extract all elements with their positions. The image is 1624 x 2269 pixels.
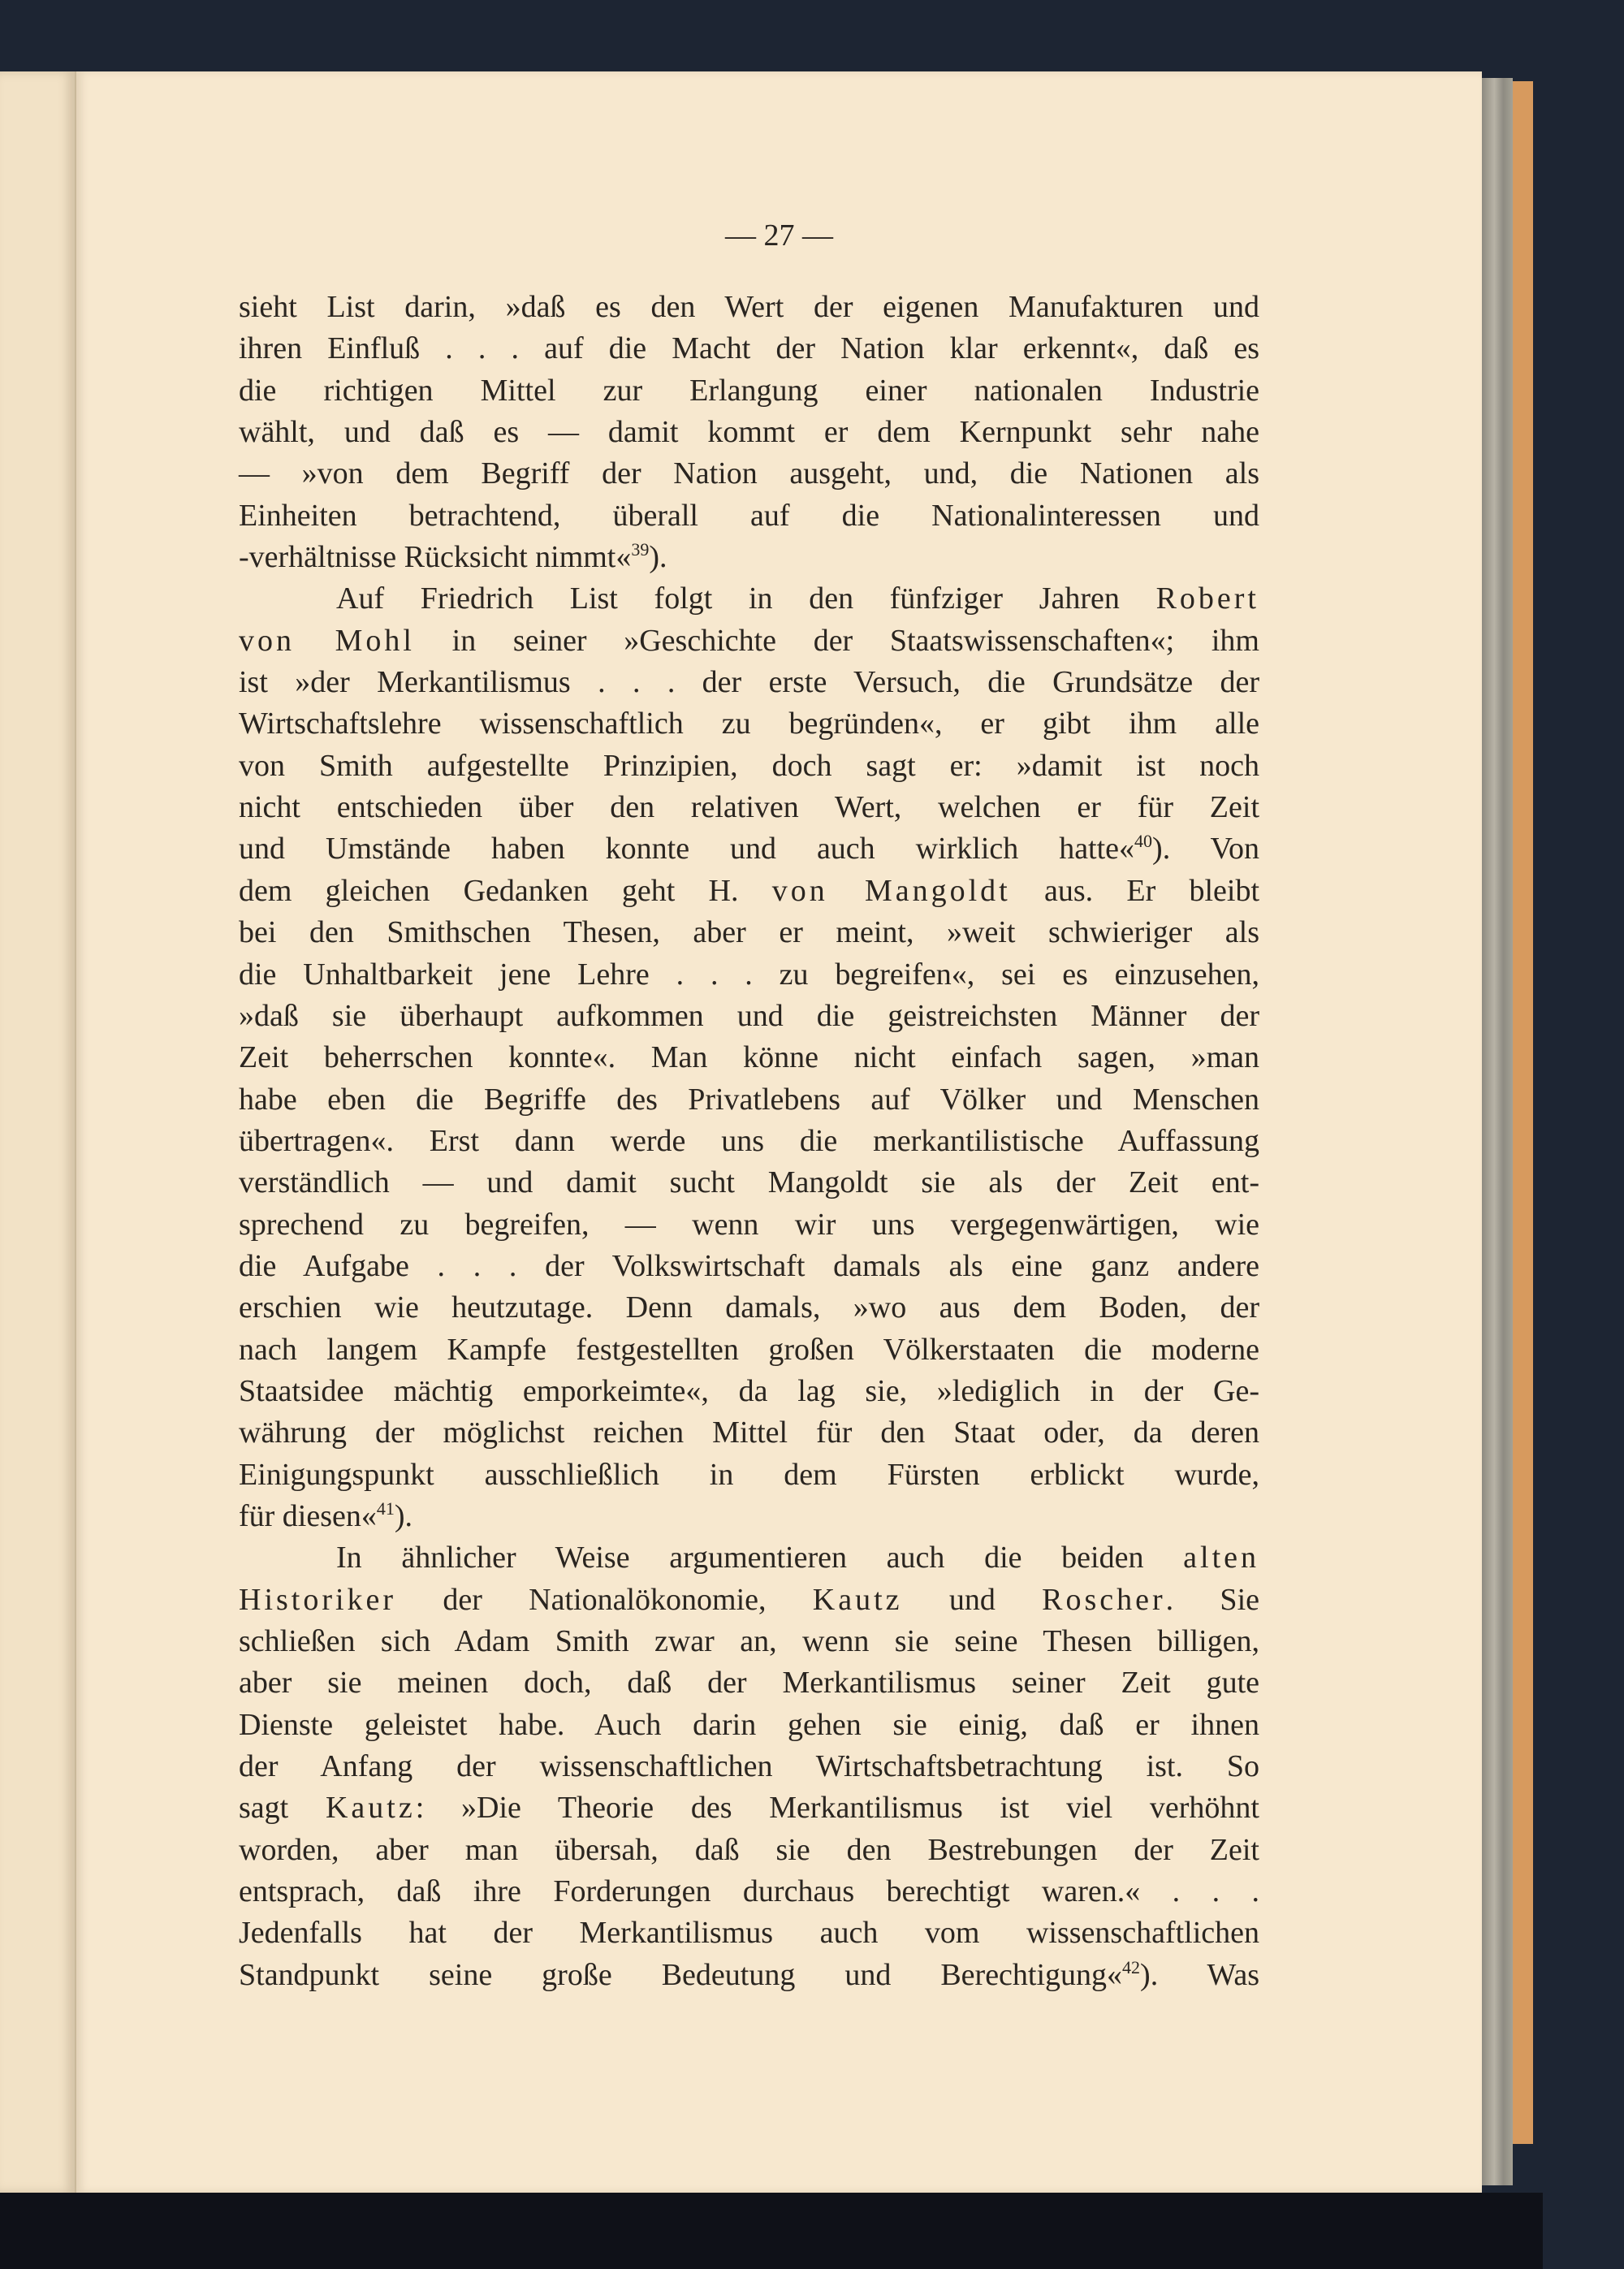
text-run: für diesen«	[239, 1498, 377, 1533]
spaced-name: Roscher	[1042, 1582, 1166, 1617]
text-run: erschien wie heutzutage. Denn damals, »wo aus dem Boden, der	[239, 1290, 1259, 1325]
text-run: worden, aber man übersah, daß sie den Bestrebungen der Zeit	[239, 1832, 1259, 1867]
text-run: und Umstände haben konnte und auch wirklich hatte«	[239, 832, 1135, 867]
text-line	[239, 1662, 1259, 1704]
text-run: die Aufgabe . . . der Volkswirtschaft damals als eine ganz andere	[239, 1248, 1259, 1283]
text-run: dem gleichen Gedanken geht H.	[239, 873, 772, 908]
text-run: sieht List darin, »daß es den Wert der eigenen Manufakturen und	[239, 290, 1259, 324]
text-line	[239, 1287, 1259, 1329]
text-line	[239, 1121, 1259, 1162]
text-line	[239, 287, 1259, 328]
text-run: In ähnlicher Weise argumentieren auch die beiden	[336, 1541, 1184, 1575]
text-line	[239, 746, 1259, 787]
text-run: aber sie meinen doch, daß der Merkantilismus seiner Zeit gute	[239, 1666, 1259, 1701]
body-text	[239, 287, 1259, 1996]
spaced-name: Historiker	[239, 1582, 397, 1617]
text-run: in seiner »Geschichte der Staatswissenschaften«; ihm	[415, 623, 1259, 658]
text-run: Zeit beherrschen konnte«. Man könne nicht einfach sagen, »man	[239, 1040, 1259, 1075]
text-run: -verhältnisse Rücksicht nimmt«	[239, 540, 632, 575]
text-run: schließen sich Adam Smith zwar an, wenn sie seine Thesen billigen,	[239, 1624, 1259, 1658]
text-line	[239, 1746, 1259, 1787]
text-line	[239, 495, 1259, 537]
text-run: ). Von	[1152, 832, 1259, 867]
text-run: ).	[649, 540, 667, 575]
text-run: aus. Er bleibt	[1010, 873, 1259, 908]
text-line	[239, 412, 1259, 453]
text-run: nicht entschieden über den relativen Wert, welchen er für Zeit	[239, 790, 1259, 825]
text-line	[239, 1580, 1259, 1621]
text-line	[239, 620, 1259, 662]
text-run: Auf Friedrich List folgt in den fünfziger Jahren	[336, 581, 1156, 616]
text-line	[239, 1162, 1259, 1204]
text-run: sprechend zu begreifen, — wenn wir uns vergegenwärtigen, wie	[239, 1207, 1259, 1242]
text-line	[239, 703, 1259, 745]
text-run: der Nationalökonomie,	[396, 1582, 813, 1617]
text-line	[239, 1454, 1259, 1496]
text-run: »daß sie überhaupt aufkommen und die geistreichsten Männer der	[239, 998, 1259, 1033]
text-line	[239, 1329, 1259, 1371]
text-line	[239, 1955, 1259, 1996]
text-line	[239, 662, 1259, 703]
text-run: Staatsidee mächtig emporkeimte«, da lag sie, »lediglich in der Ge-	[239, 1373, 1259, 1408]
text-line	[239, 1871, 1259, 1912]
text-run: ).	[394, 1498, 413, 1533]
text-run: währung der möglichst reichen Mittel für den Staat oder, da deren	[239, 1415, 1259, 1450]
spaced-name: von Mohl	[239, 623, 415, 658]
text-run: wählt, und daß es — damit kommt er dem Kernpunkt sehr nahe	[239, 415, 1259, 450]
background-shadow	[0, 2193, 1543, 2269]
text-run: übertragen«. Erst dann werde uns die merkantilistische Auffassung	[239, 1123, 1259, 1158]
text-run: verständlich — und damit sucht Mangoldt sie als der Zeit ent-	[239, 1165, 1259, 1200]
text-run: die richtigen Mittel zur Erlangung einer nationalen Industrie	[239, 373, 1259, 408]
text-run: — »von dem Begriff der Nation ausgeht, und, die Nationen als	[239, 456, 1259, 491]
text-run: der Anfang der wissenschaftlichen Wirtschaftsbetrachtung ist. So	[239, 1749, 1259, 1784]
text-run: Einigungspunkt ausschließlich in dem Fürsten erblickt wurde,	[239, 1457, 1259, 1492]
text-line	[239, 1079, 1259, 1121]
text-run: und	[902, 1582, 1043, 1617]
text-line	[239, 1621, 1259, 1662]
text-run: Dienste geleistet habe. Auch darin gehen sie einig, daß er ihnen	[239, 1707, 1259, 1742]
text-line	[239, 1912, 1259, 1954]
footnote-ref: 40	[1134, 831, 1153, 852]
text-run: Wirtschaftslehre wissenschaftlich zu begründen«, er gibt ihm alle	[239, 707, 1259, 741]
text-run: ihren Einfluß . . . auf die Macht der Nation klar erkennt«, daß es	[239, 331, 1259, 366]
text-line	[239, 1204, 1259, 1246]
left-page-edge	[0, 71, 76, 2193]
text-run: Standpunkt seine große Bedeutung und Berechtigung«	[239, 1957, 1123, 1992]
text-run: nach langem Kampfe festgestellten großen Völkerstaaten die moderne	[239, 1332, 1259, 1367]
text-line	[239, 1371, 1259, 1412]
text-line	[239, 954, 1259, 996]
page-stack-edge	[1482, 78, 1513, 2185]
text-line	[239, 578, 1259, 620]
text-run: Einheiten betrachtend, überall auf die Nationalinteressen und	[239, 498, 1259, 533]
spaced-name: Robert	[1155, 581, 1259, 616]
text-run: ). Was	[1140, 1957, 1259, 1992]
text-run: die Unhaltbarkeit jene Lehre . . . zu begreifen«, sei es einzusehen,	[239, 957, 1259, 992]
spaced-name: Kautz	[325, 1791, 416, 1826]
text-line	[239, 1246, 1259, 1287]
text-line	[239, 787, 1259, 828]
text-run: : »Die Theorie des Merkantilismus ist viel verhöhnt	[415, 1791, 1259, 1826]
text-line	[239, 1705, 1259, 1746]
footnote-ref: 39	[631, 539, 650, 560]
text-run: von Smith aufgestellte Prinzipien, doch sagt er: »damit ist noch	[239, 748, 1259, 783]
footnote-ref: 41	[376, 1498, 395, 1519]
text-line	[239, 1537, 1259, 1579]
page-number: — 27 —	[725, 218, 833, 253]
text-line	[239, 1037, 1259, 1078]
text-line	[239, 1412, 1259, 1454]
text-line	[239, 370, 1259, 412]
text-line	[239, 453, 1259, 495]
text-run: sagt	[239, 1791, 326, 1826]
text-line	[239, 1787, 1259, 1829]
footnote-ref: 42	[1122, 1956, 1141, 1977]
text-line	[239, 1496, 1259, 1537]
text-run: . Sie	[1165, 1582, 1259, 1617]
text-run: Jedenfalls hat der Merkantilismus auch vom wissenschaftlichen	[239, 1916, 1259, 1951]
text-run: habe eben die Begriffe des Privatlebens auf Völker und Menschen	[239, 1082, 1259, 1117]
text-line	[239, 912, 1259, 953]
spaced-name: Kautz	[812, 1582, 903, 1617]
text-run: entsprach, daß ihre Forderungen durchaus berechtigt waren.« . . .	[239, 1874, 1259, 1909]
text-line	[239, 1830, 1259, 1871]
text-line	[239, 537, 1259, 578]
text-run: bei den Smithschen Thesen, aber er meint, »weit schwieriger als	[239, 915, 1259, 950]
text-line	[239, 328, 1259, 370]
text-line	[239, 996, 1259, 1037]
text-line	[239, 871, 1259, 912]
spaced-name: von Mangoldt	[771, 873, 1011, 908]
spaced-name: alten	[1183, 1541, 1259, 1575]
text-run: ist »der Merkantilismus . . . der erste Versuch, die Grundsätze der	[239, 665, 1259, 700]
text-line	[239, 828, 1259, 870]
